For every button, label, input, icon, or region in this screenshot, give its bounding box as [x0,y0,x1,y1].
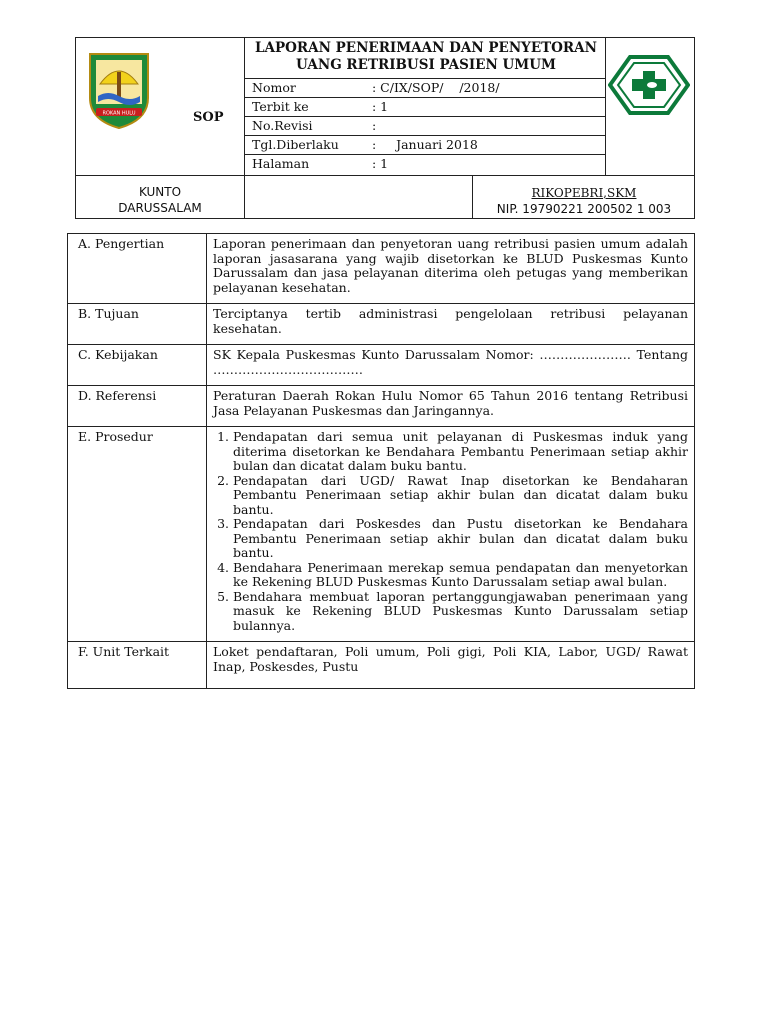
procedure-list [213,430,688,633]
procedure-step: 1. Pendapatan dari semua unit pelayanan di Puskesmas induk yang diterima disetorkan ke Bendahara Pembantu Penerimaan setiap akhir bulan dan dicatat dalam buku bantu. [233,430,688,474]
signer-name: RIKOPEBRI,SKM [531,186,637,200]
meta-row-revisi: No.Revisi : [252,118,377,133]
title-line-1: LAPORAN PENERIMAAN DAN PENYETORAN [255,40,597,56]
content-prosedur [207,427,695,642]
row-pengertian [68,234,695,304]
title-line-2: UANG RETRIBUSI PASIEN UMUM [296,57,556,73]
content-referensi: Peraturan Daerah Rokan Hulu Nomor 65 Tahun 2016 tentang Retribusi Jasa Pelayanan Puskesmas dan Jaringannya. [207,386,695,427]
sop-header [75,37,695,219]
row-tujuan [68,304,695,345]
rokan-hulu-emblem-icon [86,50,152,130]
unit-name: KUNTO DARUSSALAM [118,185,202,215]
content-kebijakan: SK Kepala Puskesmas Kunto Darussalam Nomor: …………………. Tentang ……………………………… [207,345,695,386]
document-title [246,38,606,74]
label-prosedur: E. Prosedur [68,427,207,642]
puskesmas-logo-icon [608,53,690,117]
signer-nip: NIP. 19790221 200502 1 003 [496,202,672,216]
procedure-step: 4. Bendahara Penerimaan merekap semua pendapatan dan menyetorkan ke Rekening BLUD Puskesmas Kunto Darussalam setiap awal bulan. [233,561,688,590]
row-unit-terkait [68,642,695,689]
label-pengertian: A. Pengertian [68,234,207,304]
sop-label: SOP [193,110,224,125]
meta-row-halaman: Halaman : 1 [252,156,389,171]
procedure-step: 2. Pendapatan dari UGD/ Rawat Inap disetorkan ke Bendaharan Pembantu Penerimaan setiap akhir bulan dan dicatat dalam buku bantu. [233,474,688,518]
divider [244,38,245,218]
row-kebijakan [68,345,695,386]
meta-row-terbit: Terbit ke : 1 [252,99,389,114]
procedure-step: 3. Pendapatan dari Poskesdes dan Pustu disetorkan ke Bendahara Pembantu Penerimaan setiap akhir bulan dan dicatat dalam buku bantu. [233,517,688,561]
content-unit-terkait: Loket pendaftaran, Poli umum, Poli gigi, Poli KIA, Labor, UGD/ Rawat Inap, Poskesdes, Pustu [207,642,695,689]
divider [76,175,694,176]
meta-row-nomor: Nomor : C/IX/SOP/ /2018/ [252,80,500,95]
row-referensi [68,386,695,427]
label-kebijakan: C. Kebijakan [68,345,207,386]
row-prosedur [68,427,695,642]
signer-block [472,185,696,217]
content-tujuan: Terciptanya tertib administrasi pengelolaan retribusi pelayanan kesehatan. [207,304,695,345]
sop-content-table [67,233,695,689]
label-tujuan: B. Tujuan [68,304,207,345]
svg-text:ROKAN HULU: ROKAN HULU [102,110,136,117]
content-pengertian: Laporan penerimaan dan penyetoran uang retribusi pasien umum adalah laporan jasasarana yang wajib disetorkan ke BLUD Puskesmas Kunto Darussalam dan jasa pelayanan diterima oleh petugas yang memberikan pelayanan kesehatan. [207,234,695,304]
label-unit-terkait: F. Unit Terkait [68,642,207,689]
label-referensi: D. Referensi [68,386,207,427]
procedure-step: 5. Bendahara membuat laporan pertanggungjawaban penerimaan yang masuk ke Rekening BLUD Puskesmas Kunto Darussalam setiap bulannya. [233,590,688,634]
meta-row-tgl-diberlaku: Tgl.Diberlaku : Januari 2018 [252,137,478,152]
